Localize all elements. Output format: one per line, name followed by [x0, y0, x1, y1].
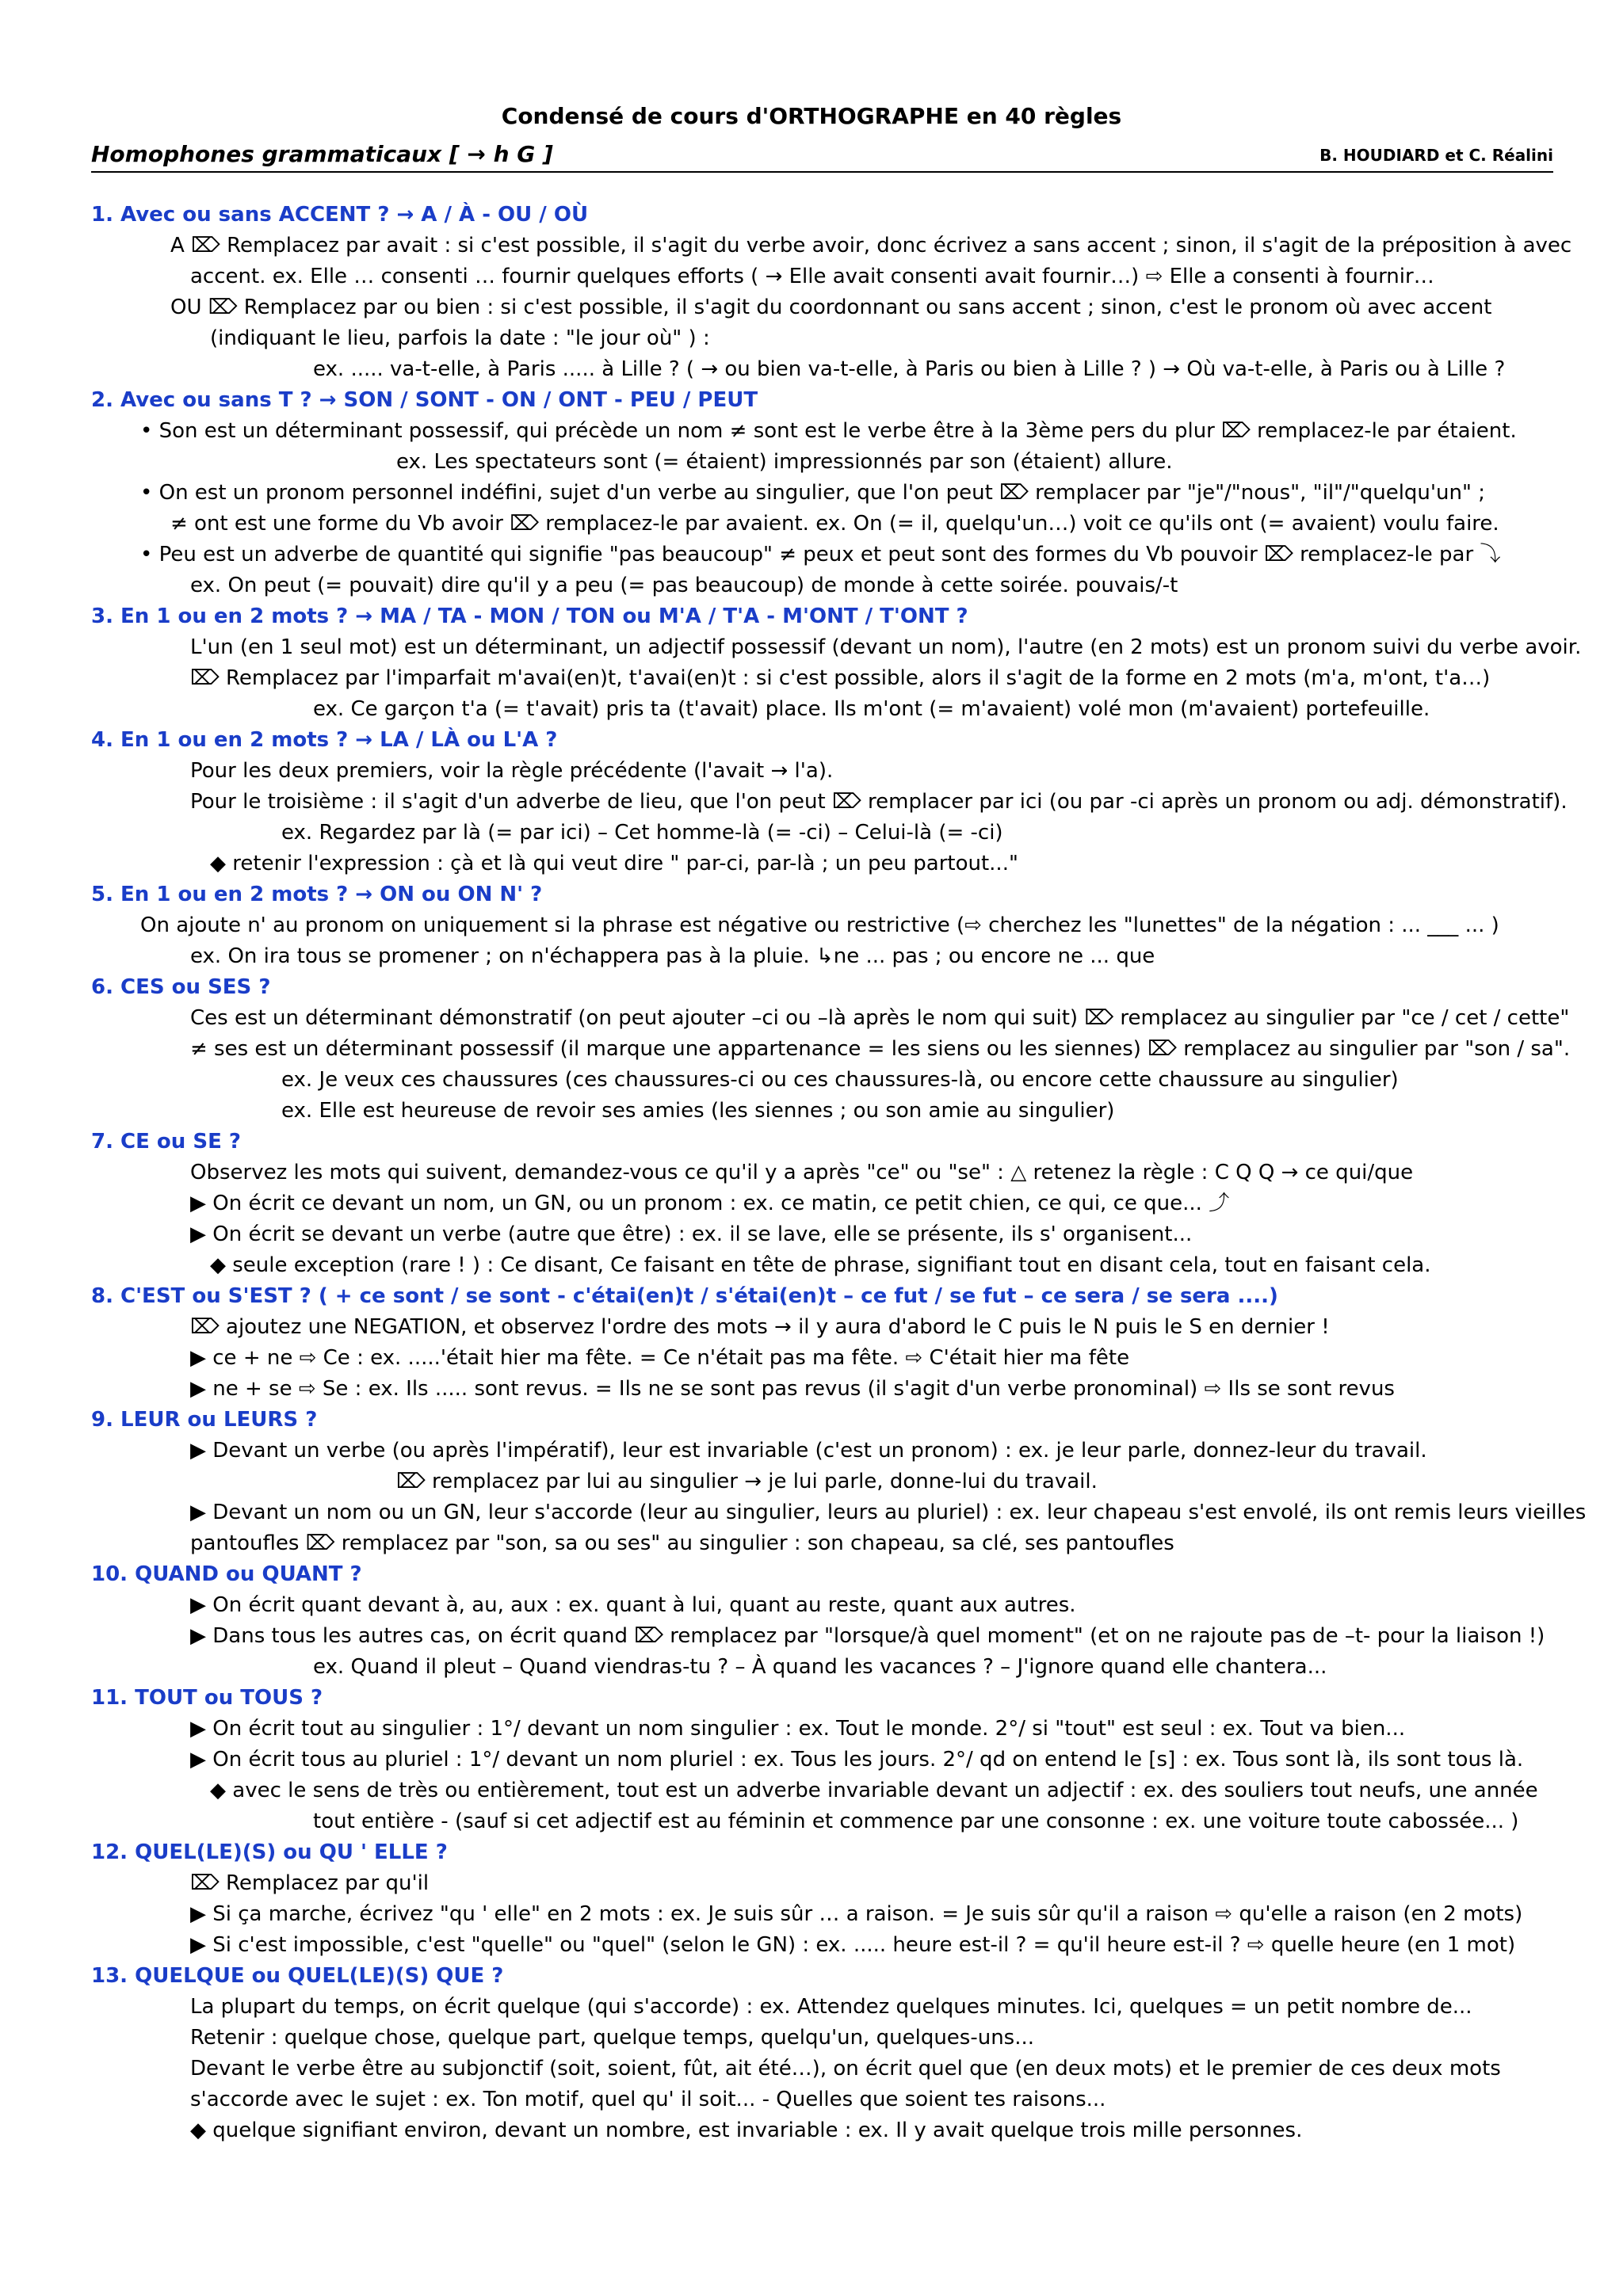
rule-heading: 10. QUAND ou QUANT ? — [91, 1562, 362, 1586]
rule-line: ▶ Dans tous les autres cas, on écrit quand ⌦ remplacez par "lorsque/à quel moment" (et on ne rajoute pas de –t- pour la liaison !) — [190, 1624, 1545, 1648]
rule-line: accent. ex. Elle … consenti … fournir quelques efforts ( → Elle avait consenti avait fournir…) ⇨ Elle a consenti à fournir… — [190, 265, 1434, 288]
rule-line: ex. Ce garçon t'a (= t'avait) pris ta (t'avait) place. Ils m'ont (= m'avaient) volé mon (m'avaient) portefeuille. — [313, 697, 1430, 721]
rule-line: pantoufles ⌦ remplacez par "son, sa ou ses" au singulier : son chapeau, sa clé, ses pantoufles — [190, 1531, 1174, 1555]
subtitle-row — [91, 141, 1553, 173]
rule-line: ▶ Devant un verbe (ou après l'impératif), leur est invariable (c'est un pronom) : ex. je leur parle, donnez-leur du travail. — [190, 1439, 1427, 1463]
rule-line: • Son est un déterminant possessif, qui précède un nom ≠ sont est le verbe être à la 3ème pers du plur ⌦ remplacez-le par étaient. — [140, 419, 1517, 443]
rule-line: Ces est un déterminant démonstratif (on peut ajouter –ci ou –là après le nom qui suit) ⌦ remplacez au singulier par "ce / cet / cette" — [190, 1006, 1570, 1030]
rule-line: ▶ On écrit tous au pluriel : 1°/ devant un nom pluriel : ex. Tous les jours. 2°/ qd on entend le [s] : ex. Tous sont là, ils sont tous là. — [190, 1748, 1524, 1772]
rule-line: ▶ On écrit se devant un verbe (autre que être) : ex. il se lave, elle se présente, ils s' organisent... — [190, 1222, 1193, 1246]
authors: B. HOUDIARD et C. Réalini — [1319, 146, 1553, 165]
rule-line: ex. ..... va-t-elle, à Paris ..... à Lille ? ( → ou bien va-t-elle, à Paris ou bien à Lille ? ) → Où va-t-elle, à Paris ou à Lille ? — [313, 357, 1506, 381]
rule-line: Pour le troisième : il s'agit d'un adverbe de lieu, que l'on peut ⌦ remplacer par ici (ou par -ci après un pronom ou adj. démonstratif). — [190, 790, 1568, 814]
rule-line: ex. Regardez par là (= par ici) – Cet homme-là (= -ci) – Celui-là (= -ci) — [281, 821, 1003, 845]
rule-line: A ⌦ Remplacez par avait : si c'est possible, il s'agit du verbe avoir, donc écrivez a sans accent ; sinon, il s'agit de la préposition à avec — [170, 234, 1572, 257]
rule-line: L'un (en 1 seul mot) est un déterminant, un adjectif possessif (devant un nom), l'autre (en 2 mots) est un pronom suivi du verbe avoir. — [190, 635, 1582, 659]
rule-line: ex. Les spectateurs sont (= étaient) impressionnés par son (étaient) allure. — [396, 450, 1173, 474]
rule-heading: 3. En 1 ou en 2 mots ? → MA / TA - MON / TON ou M'A / T'A - M'ONT / T'ONT ? — [91, 605, 968, 628]
rule-line: Pour les deux premiers, voir la règle précédente (l'avait → l'a). — [190, 759, 834, 783]
rule-line: OU ⌦ Remplacez par ou bien : si c'est possible, il s'agit du coordonnant ou sans accent ; sinon, c'est le pronom où avec accent — [170, 296, 1492, 319]
rule-line: ex. On ira tous se promener ; on n'échappera pas à la pluie. ↳ne ... pas ; ou encore ne ... que — [190, 944, 1155, 968]
rule-line: ▶ Si ça marche, écrivez "qu ' elle" en 2 mots : ex. Je suis sûr … a raison. = Je suis sûr qu'il a raison ⇨ qu'elle a raison (en 2 mots) — [190, 1902, 1523, 1926]
rule-line: ex. On peut (= pouvait) dire qu'il y a peu (= pas beaucoup) de monde à cette soirée. pouvais/-t — [190, 574, 1178, 597]
rule-line: ≠ ont est une forme du Vb avoir ⌦ remplacez-le par avaient. ex. On (= il, quelqu'un…) voit ce qu'ils ont (= avaient) voulu faire. — [170, 512, 1499, 536]
rule-line: ▶ ce + ne ⇨ Ce : ex. .....'était hier ma fête. = Ce n'était pas ma fête. ⇨ C'était hier ma fête — [190, 1346, 1130, 1370]
rule-line: ▶ On écrit tout au singulier : 1°/ devant un nom singulier : ex. Tout le monde. 2°/ si "tout" est seul : ex. Tout va bien... — [190, 1717, 1406, 1741]
rule-line: ◆ seule exception (rare ! ) : Ce disant, Ce faisant en tête de phrase, signifiant tout en disant cela, tout en faisant cela. — [210, 1253, 1431, 1277]
rule-line: ⌦ Remplacez par qu'il — [190, 1871, 430, 1895]
rule-heading: 4. En 1 ou en 2 mots ? → LA / LÀ ou L'A ? — [91, 728, 558, 752]
rule-heading: 11. TOUT ou TOUS ? — [91, 1686, 323, 1710]
rule-line: Observez les mots qui suivent, demandez-vous ce qu'il y a après "ce" ou "se" : △ retenez la règle : C Q Q → ce qui/que — [190, 1161, 1414, 1184]
rule-heading: 13. QUELQUE ou QUEL(LE)(S) QUE ? — [91, 1964, 504, 1988]
rule-line: ▶ ne + se ⇨ Se : ex. Ils ..... sont revus. = Ils ne se sont pas revus (il s'agit d'un verbe pronominal) ⇨ Ils se sont revus — [190, 1377, 1395, 1401]
rule-line: On ajoute n' au pronom on uniquement si la phrase est négative ou restrictive (⇨ cherchez les "lunettes" de la négation : ... ___ ... ) — [140, 913, 1499, 937]
rule-heading: 5. En 1 ou en 2 mots ? → ON ou ON N' ? — [91, 883, 543, 906]
rule-line: tout entière - (sauf si cet adjectif est au féminin et commence par une consonne : ex. une voiture toute cabossée... ) — [313, 1810, 1519, 1833]
rule-line: ⌦ Remplacez par l'imparfait m'avai(en)t, t'avai(en)t : si c'est possible, alors il s'agit de la forme en 2 mots (m'a, m'ont, t'a…) — [190, 666, 1491, 690]
page-subtitle: Homophones grammaticaux [ → h G ] — [91, 141, 553, 167]
rule-heading: 9. LEUR ou LEURS ? — [91, 1408, 318, 1432]
rule-line: ex. Elle est heureuse de revoir ses amies (les siennes ; ou son amie au singulier) — [281, 1099, 1115, 1123]
rule-line: ▶ On écrit quant devant à, au, aux : ex. quant à lui, quant au reste, quant aux autres. — [190, 1593, 1076, 1617]
rule-line: Devant le verbe être au subjonctif (soit, soient, fût, ait été…), on écrit quel que (en deux mots) et le premier de ces deux mots — [190, 2057, 1501, 2081]
rule-line: s'accorde avec le sujet : ex. Ton motif, quel qu' il soit... - Quelles que soient tes raisons... — [190, 2088, 1106, 2111]
rule-heading: 6. CES ou SES ? — [91, 975, 271, 999]
rule-line: ◆ avec le sens de très ou entièrement, tout est un adverbe invariable devant un adjectif : ex. des souliers tout neufs, une année — [210, 1779, 1538, 1802]
rule-line: ◆ retenir l'expression : çà et là qui veut dire " par-ci, par-là ; un peu partout..." — [210, 852, 1018, 875]
rule-line: • Peu est un adverbe de quantité qui signifie "pas beaucoup" ≠ peux et peut sont des formes du Vb pouvoir ⌦ remplacez-le par ⤵ — [140, 543, 1501, 566]
rule-line: ⌦ ajoutez une NEGATION, et observez l'ordre des mots → il y aura d'abord le C puis le N puis le S en dernier ! — [190, 1315, 1330, 1339]
rule-line: • On est un pronom personnel indéfini, sujet d'un verbe au singulier, que l'on peut ⌦ remplacer par "je"/"nous", "il"/"quelqu'un" ; — [140, 481, 1485, 505]
rule-line: Retenir : quelque chose, quelque part, quelque temps, quelqu'un, quelques-uns... — [190, 2026, 1035, 2050]
rule-line: ▶ Devant un nom ou un GN, leur s'accorde (leur au singulier, leurs au pluriel) : ex. leur chapeau s'est envolé, ils ont remis leurs vieilles — [190, 1501, 1587, 1524]
rule-heading: 2. Avec ou sans T ? → SON / SONT - ON / ONT - PEU / PEUT — [91, 388, 758, 412]
rule-heading: 12. QUEL(LE)(S) ou QU ' ELLE ? — [91, 1840, 448, 1864]
rule-line: ▶ Si c'est impossible, c'est "quelle" ou "quel" (selon le GN) : ex. ..... heure est-il ? = qu'il heure est-il ? ⇨ quelle heure (en 1 mot) — [190, 1933, 1516, 1957]
rule-line: ◆ quelque signifiant environ, devant un nombre, est invariable : ex. Il y avait quelque trois mille personnes. — [190, 2119, 1303, 2142]
rule-line: ⌦ remplacez par lui au singulier → je lui parle, donne-lui du travail. — [396, 1470, 1098, 1493]
rules-content — [91, 200, 1587, 2146]
page-title: Condensé de cours d'ORTHOGRAPHE en 40 règles — [501, 103, 1122, 129]
rule-line: La plupart du temps, on écrit quelque (qui s'accorde) : ex. Attendez quelques minutes. Ici, quelques = un petit nombre de... — [190, 1995, 1472, 2019]
rule-heading: 7. CE ou SE ? — [91, 1130, 241, 1154]
rule-line: ex. Quand il pleut – Quand viendras-tu ? – À quand les vacances ? – J'ignore quand elle chantera... — [313, 1655, 1327, 1679]
rule-line: ▶ On écrit ce devant un nom, un GN, ou un pronom : ex. ce matin, ce petit chien, ce qui, ce que... ⤴ — [190, 1192, 1230, 1215]
rule-line: (indiquant le lieu, parfois la date : "le jour où" ) : — [210, 326, 710, 350]
rule-line: ≠ ses est un déterminant possessif (il marque une appartenance = les siens ou les siennes) ⌦ remplacez au singulier par "son / sa". — [190, 1037, 1571, 1061]
rule-heading: 8. C'EST ou S'EST ? ( + ce sont / se sont - c'étai(en)t / s'étai(en)t – ce fut / se fut – ce sera / se sera ....) — [91, 1284, 1278, 1308]
rule-heading: 1. Avec ou sans ACCENT ? → A / À - OU / OÙ — [91, 203, 589, 227]
rule-line: ex. Je veux ces chaussures (ces chaussures-ci ou ces chaussures-là, ou encore cette chaussure au singulier) — [281, 1068, 1399, 1092]
